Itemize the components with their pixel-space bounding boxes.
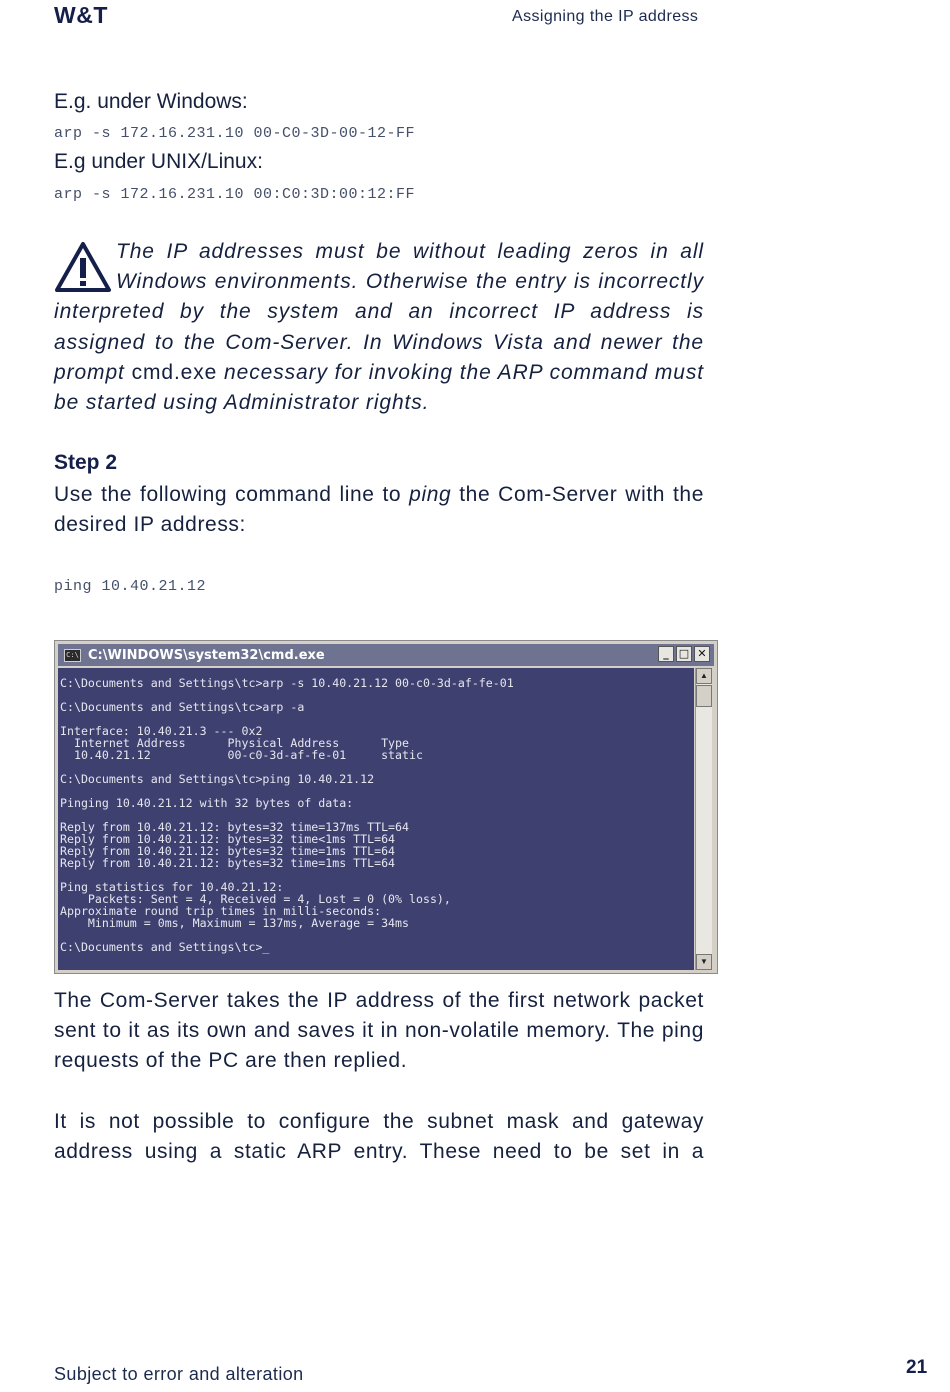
paragraph-subnet-note: It is not possible to configure the subnet mask and gateway address using a static ARP entry. These need to be set in a [54, 1110, 704, 1163]
brand-logo: W&T [54, 2, 108, 28]
console-line: Reply from 10.40.21.12: bytes=32 time=137ms TTL=64 [60, 820, 410, 834]
terminal-title: C:\WINDOWS\system32\cmd.exe [88, 647, 325, 663]
console-line: C:\Documents and Settings\tc>arp -a [60, 700, 305, 714]
console-line: C:\Documents and Settings\tc>_ [60, 940, 270, 954]
console-line: Reply from 10.40.21.12: bytes=32 time=1ms TTL=64 [60, 856, 396, 870]
maximize-button[interactable]: □ [676, 646, 692, 662]
vertical-scrollbar[interactable] [695, 668, 712, 970]
ping-command: ping 10.40.21.12 [54, 578, 207, 595]
scroll-down-arrow-icon[interactable]: ▼ [696, 954, 712, 970]
scroll-thumb[interactable] [696, 685, 712, 707]
warning-note [54, 237, 704, 418]
step-instructions [54, 480, 704, 540]
step-emphasis: ping [409, 483, 452, 506]
minimize-button[interactable]: _ [658, 646, 674, 662]
console-text [58, 668, 694, 953]
close-button[interactable]: ✕ [694, 646, 710, 662]
console-line: Approximate round trip times in milli-seconds: [60, 904, 382, 918]
console-line: Packets: Sent = 4, Received = 4, Lost = 0 (0% loss), [60, 892, 451, 906]
console-line: C:\Documents and Settings\tc>ping 10.40.21.12 [60, 772, 375, 786]
console-line: Reply from 10.40.21.12: bytes=32 time=1ms TTL=64 [60, 844, 396, 858]
console-line: Ping statistics for 10.40.21.12: [60, 880, 284, 894]
window-controls [658, 646, 710, 662]
console-line: 10.40.21.12 00-c0-3d-af-fe-01 static [60, 748, 423, 762]
console-line: Reply from 10.40.21.12: bytes=32 time<1ms TTL=64 [60, 832, 396, 846]
warning-command: cmd.exe [131, 360, 218, 384]
step-text-end: the Com-Server with the desired IP address: [54, 483, 704, 536]
unix-example-label: E.g under UNIX/Linux: [54, 150, 263, 173]
windows-arp-command: arp -s 172.16.231.10 00-C0-3D-00-12-FF [54, 125, 416, 142]
section-title: Assigning the IP address [512, 8, 699, 25]
warning-text-end: necessary for invoking the ARP command must be started using Administrator rights. [54, 360, 704, 415]
console-line: Minimum = 0ms, Maximum = 137ms, Average = 34ms [60, 916, 410, 930]
console-line: Interface: 10.40.21.3 --- 0x2 [60, 724, 263, 738]
terminal-titlebar[interactable] [58, 644, 714, 666]
console-app-icon: C:\ [64, 649, 81, 662]
scroll-up-arrow-icon[interactable]: ▲ [696, 668, 712, 684]
step-text-start: Use the following command line to [54, 483, 410, 506]
step-heading: Step 2 [54, 451, 118, 474]
windows-example-label: E.g. under Windows: [54, 90, 248, 113]
paragraph-ip-assignment: The Com-Server takes the IP address of the first network packet sent to it as its own and saves it in non-volatile memory. The ping requests of the PC are then replied. [54, 989, 704, 1072]
page-number: 21 [906, 1357, 928, 1378]
terminal-window[interactable] [54, 640, 718, 974]
console-output[interactable] [58, 668, 694, 970]
unix-arp-command: arp -s 172.16.231.10 00:C0:3D:00:12:FF [54, 186, 416, 203]
footer-note: Subject to error and alteration [54, 1364, 304, 1384]
warning-text-start: The IP addresses must be without leading zeros in all Windows environments. Otherwise the entry is incorrectly interpreted by the system and an incorrect IP address is assigned to the Com-Server. In Windows Vista and newer the prompt [54, 240, 704, 384]
console-line: Internet Address Physical Address Type [60, 736, 410, 750]
warning-triangle-icon [54, 241, 112, 293]
console-line: Pinging 10.40.21.12 with 32 bytes of data: [60, 796, 354, 810]
console-line: C:\Documents and Settings\tc>arp -s 10.40.21.12 00-c0-3d-af-fe-01 [60, 676, 514, 690]
